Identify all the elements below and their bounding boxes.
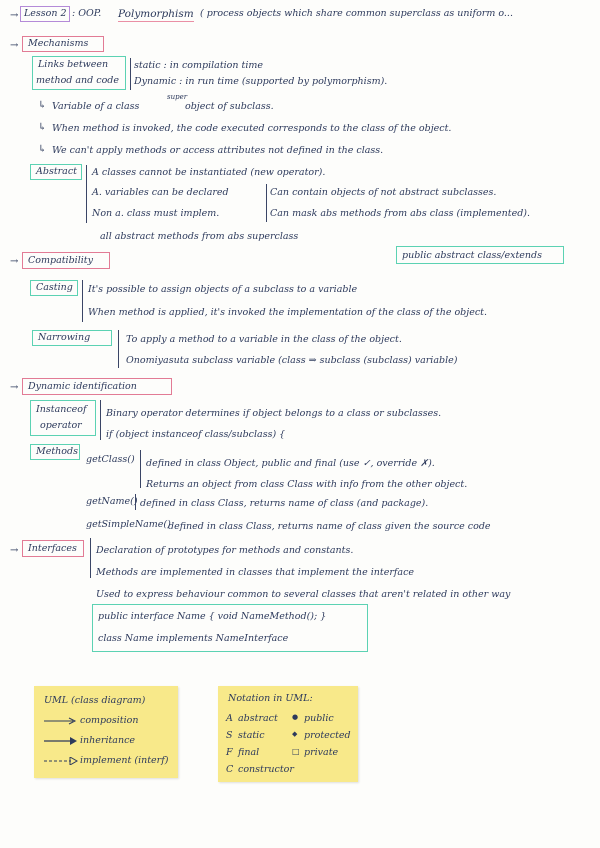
- notation-abstract-value: abstract: [238, 713, 278, 724]
- abstract-label: Abstract: [36, 166, 77, 177]
- instanceof-label-1: Instanceof: [36, 404, 87, 415]
- bullet-arrow-icon: →: [10, 256, 19, 267]
- narrowing-line-1: To apply a method to a variable in the class of the object.: [126, 334, 402, 345]
- abstract-line-2a: A. variables can be declared: [92, 187, 229, 198]
- cant-line: We can't apply methods or access attributes not defined in the class.: [52, 145, 384, 156]
- getsimplename-desc: defined in class Class, returns name of class given the source code: [168, 521, 491, 532]
- static-text: static : in compilation time: [134, 60, 264, 71]
- interfaces-line-1: Declaration of prototypes for methods and constants.: [96, 545, 354, 556]
- inheritance-arrow-icon: [44, 737, 78, 745]
- abstract-line-3a: Non a. class must implem.: [92, 208, 220, 219]
- notation-final-value: final: [238, 747, 260, 758]
- public-dot-icon: ●: [292, 713, 299, 721]
- notation-private-value: private: [304, 747, 339, 758]
- uml-inheritance: inheritance: [80, 735, 136, 746]
- bullet-arrow-icon: →: [10, 40, 19, 51]
- protected-diamond-icon: ◆: [292, 730, 298, 738]
- getclass-method: getClass(): [86, 454, 135, 465]
- bullet-arrow-icon: ↳: [38, 100, 47, 111]
- casting-line-2: When method is applied, it's invoked the implementation of the class of the object.: [88, 307, 487, 318]
- composition-arrow-icon: [44, 717, 78, 725]
- bullet-arrow-icon: →: [10, 382, 19, 393]
- notation-public-value: public: [304, 713, 334, 724]
- getclass-returns: Returns an object from class Class with info from the other object.: [146, 479, 468, 490]
- methods-label: Methods: [36, 446, 78, 457]
- uml-composition: composition: [80, 715, 139, 726]
- title-description: ( process objects which share common superclass as uniform o...: [200, 8, 513, 19]
- getname-desc: defined in class Class, returns name of class (and package).: [140, 498, 429, 509]
- narrowing-label: Narrowing: [38, 332, 91, 343]
- when-line: When method is invoked, the code executed corresponds to the class of the object.: [52, 123, 452, 134]
- links-label-2: method and code: [36, 75, 120, 86]
- getclass-desc: defined in class Object, public and final (use ✓, override ✗).: [146, 458, 435, 469]
- notation-constructor-key: C: [226, 764, 234, 775]
- dynamic-id-heading: Dynamic identification: [28, 381, 137, 392]
- abstract-line-4: all abstract methods from abs superclass: [100, 231, 299, 242]
- abstract-line-2b: Can contain objects of not abstract subclasses.: [270, 187, 497, 198]
- uml-implement: implement (interf): [80, 755, 169, 766]
- instanceof-line-2: if (object instanceof class/subclass) {: [106, 429, 286, 440]
- casting-line-1: It's possible to assign objects of a subclass to a variable: [88, 284, 358, 295]
- mechanisms-heading: Mechanisms: [28, 38, 89, 49]
- interfaces-line-4: public interface Name { void NameMethod(); }: [98, 611, 327, 622]
- var-line-pre: Variable of a class: [52, 101, 140, 112]
- interfaces-line-5: class Name implements NameInterface: [98, 633, 289, 644]
- notation-constructor-value: constructor: [238, 764, 294, 775]
- var-line-post: object of subclass.: [185, 101, 274, 112]
- notation-static-key: S: [226, 730, 233, 741]
- uml-sticky-note: [34, 686, 178, 778]
- notation-sticky-note: [218, 686, 358, 782]
- getsimplename-method: getSimpleName(): [86, 519, 171, 530]
- implement-arrow-icon: [44, 757, 78, 765]
- getname-method: getName(): [86, 496, 138, 507]
- casting-label: Casting: [36, 282, 73, 293]
- abstract-line-1: A classes cannot be instantiated (new operator).: [92, 167, 326, 178]
- links-label-1: Links between: [38, 59, 109, 70]
- notation-title: Notation in UML:: [228, 693, 313, 704]
- notation-static-value: static: [238, 730, 265, 741]
- page-title: Polymorphism: [118, 8, 194, 20]
- notation-final-key: F: [226, 747, 233, 758]
- private-square-icon: □: [292, 747, 300, 756]
- var-line-over: super: [167, 93, 188, 101]
- narrowing-line-2: Onomiyasuta subclass variable (class ⇒ subclass (subclass) variable): [126, 355, 458, 366]
- interfaces-label: Interfaces: [28, 543, 77, 554]
- notation-protected-value: protected: [304, 730, 351, 741]
- bullet-arrow-icon: →: [10, 10, 19, 21]
- uml-title: UML (class diagram): [44, 695, 146, 706]
- compat-heading: Compatibility: [28, 255, 93, 266]
- abstract-line-3b: Can mask abs methods from abs class (implemented).: [270, 208, 531, 219]
- bullet-arrow-icon: ↳: [38, 144, 47, 155]
- instanceof-label-2: operator: [40, 420, 82, 431]
- title-prefix: : OOP.: [72, 8, 102, 19]
- notation-abstract-key: A: [226, 713, 233, 724]
- dynamic-text: Dynamic : in run time (supported by polymorphism).: [134, 76, 388, 87]
- instanceof-line-1: Binary operator determines if object belongs to a class or subclasses.: [106, 408, 442, 419]
- bullet-arrow-icon: ↳: [38, 122, 47, 133]
- abstract-note: public abstract class/extends: [402, 250, 542, 261]
- interfaces-line-3: Used to express behaviour common to several classes that aren't related in other way: [96, 589, 511, 600]
- interfaces-line-2: Methods are implemented in classes that implement the interface: [96, 567, 415, 578]
- lesson-label: Lesson 2: [24, 8, 67, 19]
- bullet-arrow-icon: →: [10, 545, 19, 556]
